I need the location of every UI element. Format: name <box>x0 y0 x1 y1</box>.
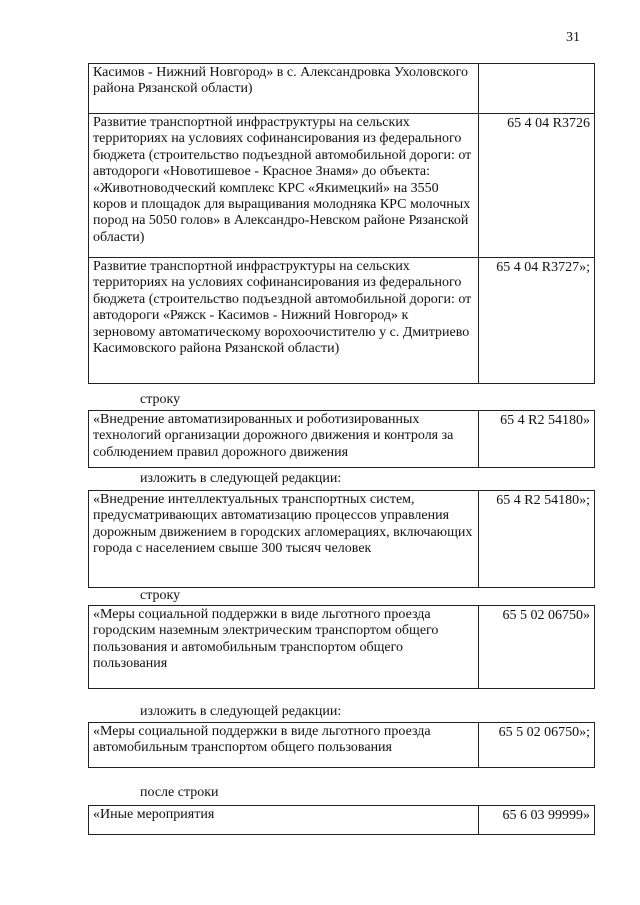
row-code: 65 4 04 R3727»; <box>496 260 590 275</box>
budget-table-5 <box>88 722 595 768</box>
row-code: 65 4 04 R3726 <box>507 116 590 131</box>
table-row <box>89 257 594 383</box>
row-description: Касимов - Нижний Новгород» в с. Александровка Ухоловского района Рязанской области) <box>89 64 479 113</box>
table-row <box>89 806 594 834</box>
table-row <box>89 64 594 113</box>
instruction-izlozhit: изложить в следующей редакции: <box>140 704 342 719</box>
row-description: «Иные мероприятия <box>89 806 479 834</box>
row-code: 65 4 R2 54180»; <box>496 493 590 508</box>
table-row <box>89 411 594 467</box>
table-row <box>89 491 594 587</box>
row-code: 65 5 02 06750» <box>502 608 590 623</box>
instruction-stroku: строку <box>140 588 181 603</box>
budget-table-6 <box>88 805 595 835</box>
row-description: Развитие транспортной инфраструктуры на сельских территориях на условиях софинансирования из федерального бюджета (строительство подъездной автомобильной дороги: от автодороги «Ряжск - Касимов - Нижний Новгород» к зерновому автоматическому ворохоочистителю у с. Дмитриево Касимовского района Рязанской области) <box>89 258 479 383</box>
row-code <box>479 64 594 113</box>
row-description: «Внедрение интеллектуальных транспортных систем, предусматривающих автоматизацию процессов управления дорожным движением в городских агломерациях, включающих города с населением свыше 300 тысяч человек <box>89 491 479 587</box>
instruction-stroku: строку <box>140 392 181 407</box>
row-code: 65 5 02 06750»; <box>498 725 590 740</box>
budget-table-2 <box>88 410 595 468</box>
row-code: 65 6 03 99999» <box>502 808 590 823</box>
table-row <box>89 113 594 257</box>
page-number: 31 <box>566 30 580 45</box>
row-description: «Меры социальной поддержки в виде льготного проезда автомобильным транспортом общего пользования <box>89 723 479 767</box>
table-row <box>89 723 594 767</box>
budget-table-4 <box>88 605 595 689</box>
row-code: 65 4 R2 54180» <box>500 413 590 428</box>
budget-table-3 <box>88 490 595 588</box>
row-description: «Меры социальной поддержки в виде льготного проезда городским наземным электрическим транспортом общего пользования и автомобильным транспортом общего пользования <box>89 606 479 688</box>
row-description: «Внедрение автоматизированных и роботизированных технологий организации дорожного движения и контроля за соблюдением правил дорожного движения <box>89 411 479 467</box>
budget-table-1 <box>88 63 595 384</box>
instruction-izlozhit: изложить в следующей редакции: <box>140 471 342 486</box>
row-description: Развитие транспортной инфраструктуры на сельских территориях на условиях софинансирования из федерального бюджета (строительство подъездной автомобильной дороги: от автодороги «Новотишевое - Красное Знамя» до объекта: «Животноводческий комплекс КРС «Якимецкий» на 3550 коров и площадок для выращивания молодняка КРС молочных пород на 5050 голов» в Александро-Невском районе Рязанской области) <box>89 114 479 257</box>
table-row <box>89 606 594 688</box>
instruction-posle: после строки <box>140 785 219 800</box>
